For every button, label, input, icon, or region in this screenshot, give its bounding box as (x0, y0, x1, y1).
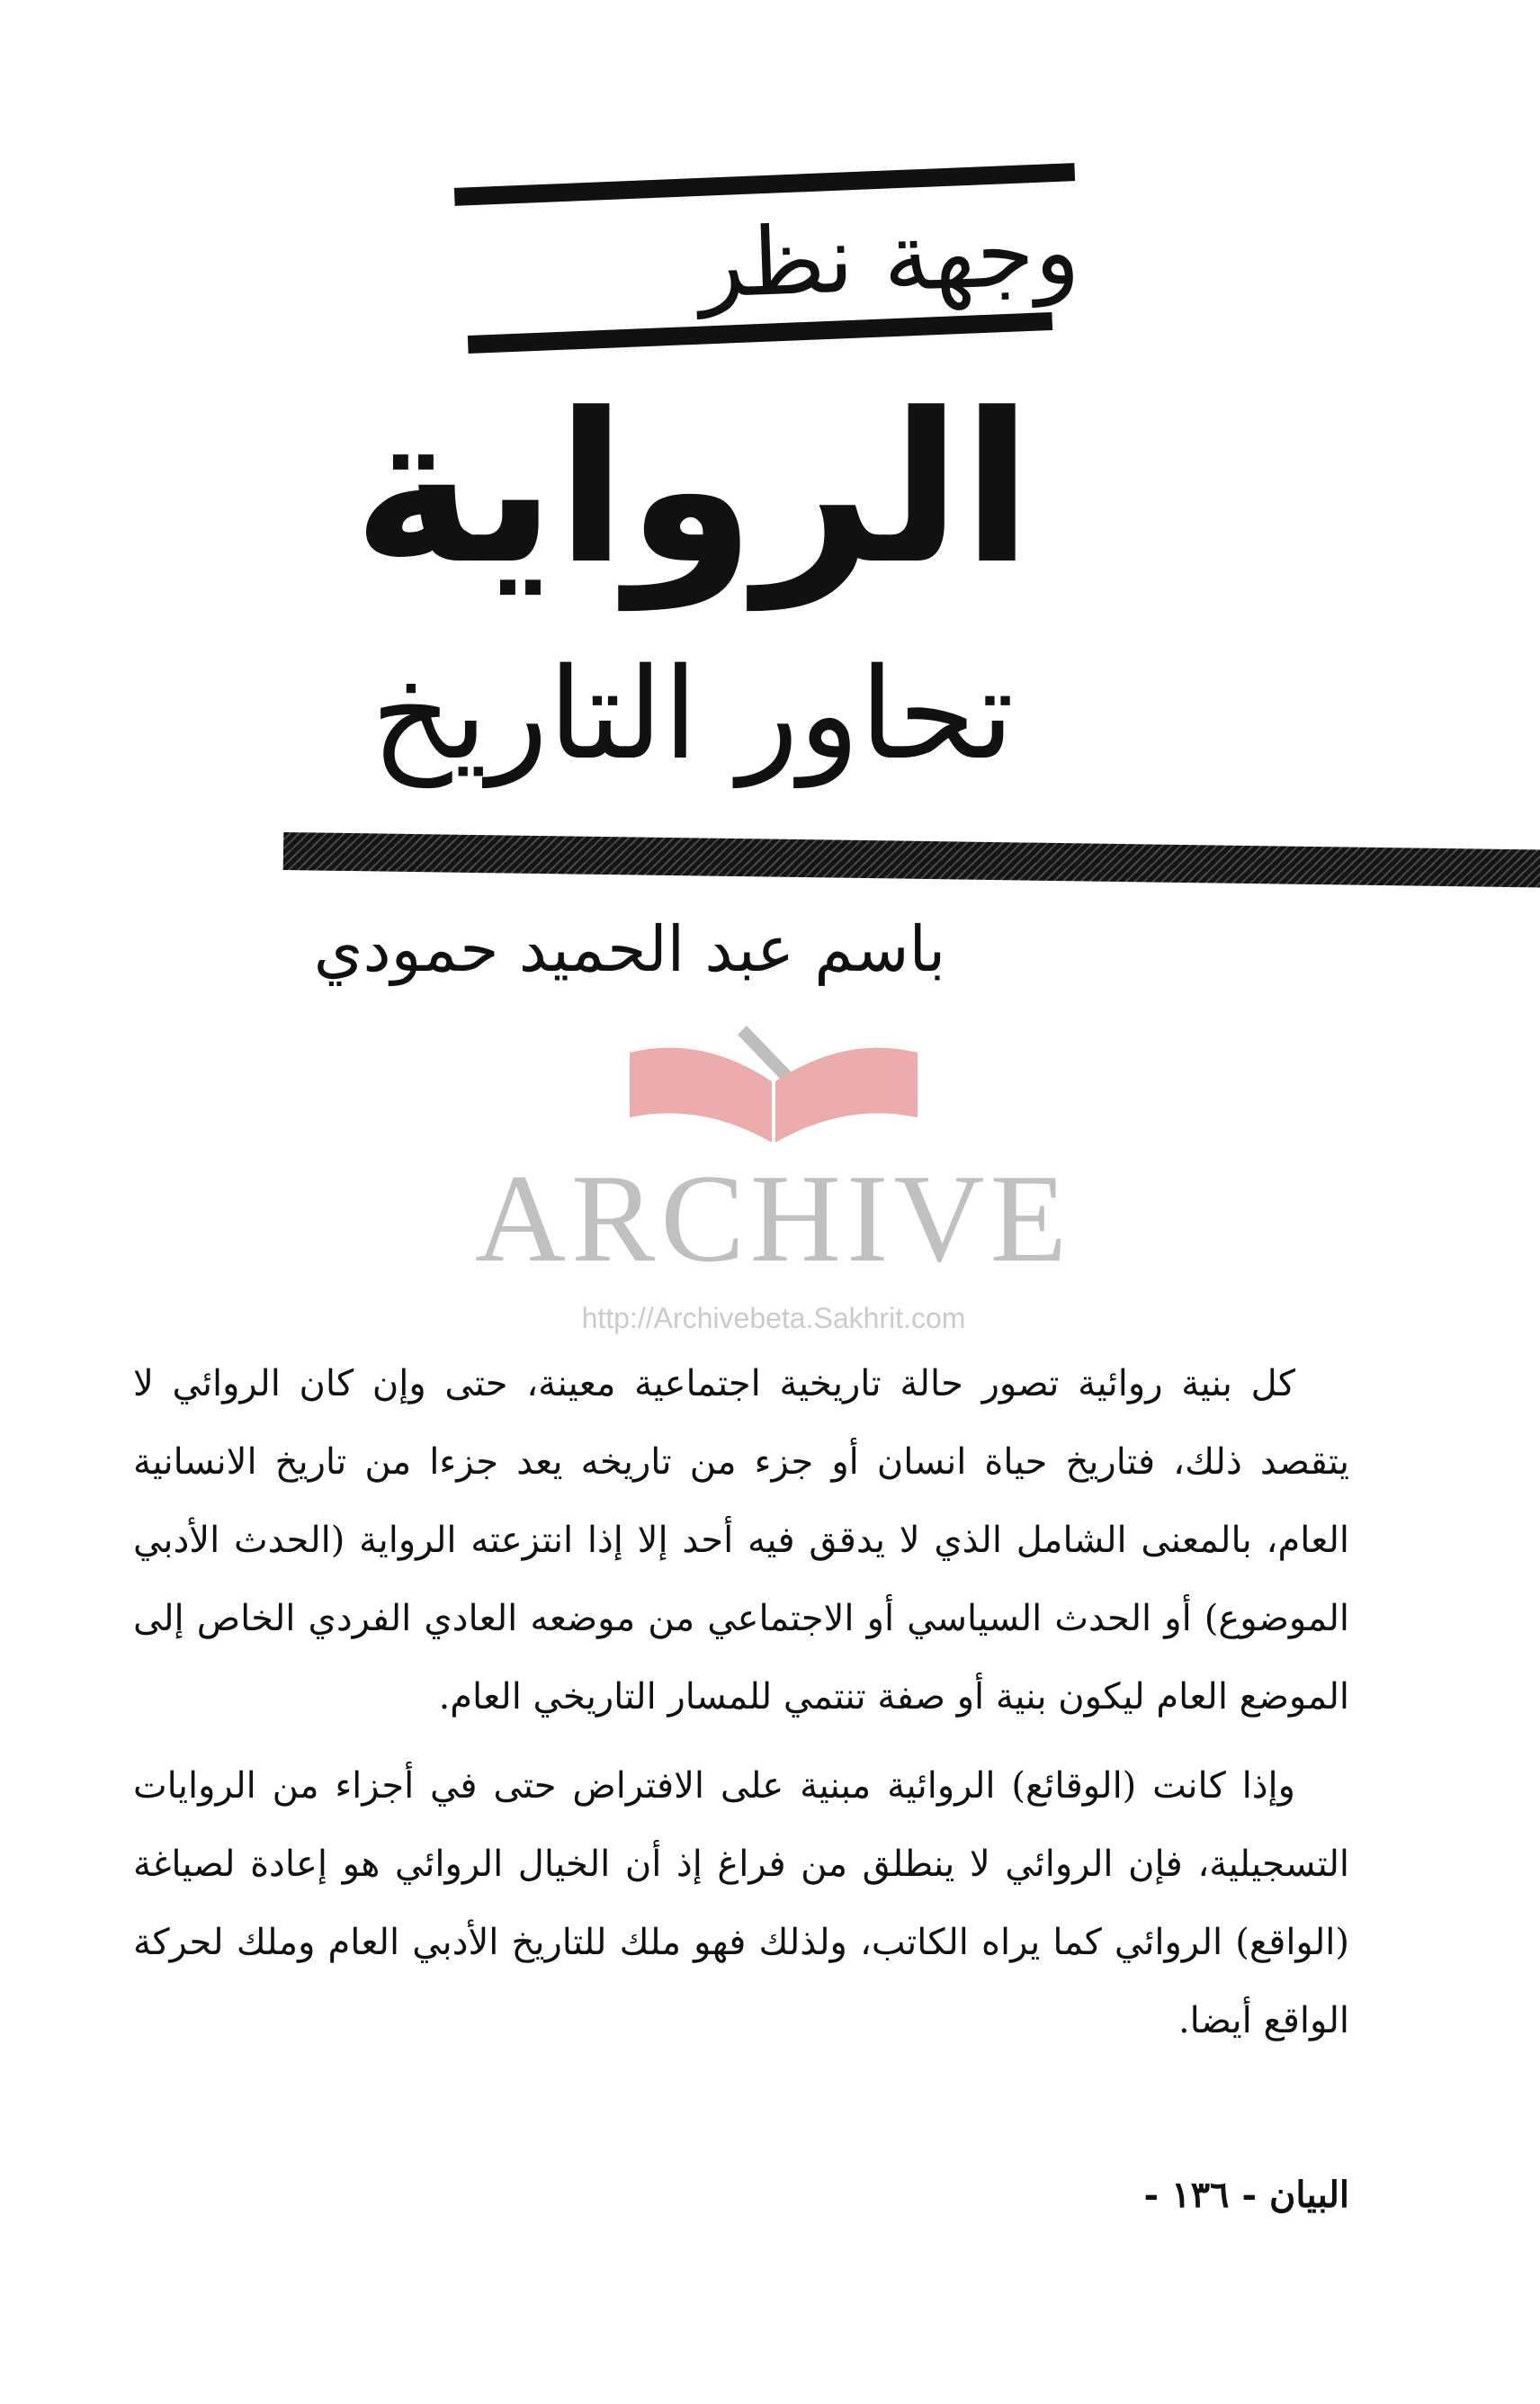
section-label: وجهة نظر (697, 195, 1081, 319)
watermark-url: http://Archivebeta.Sakhrit.com (581, 1302, 966, 1334)
open-book-icon (612, 1017, 936, 1152)
archive-watermark (432, 1017, 1115, 1368)
article-subtitle: تحاور التاريخ (371, 641, 1015, 788)
paragraph-2: وإذا كانت (الوقائع) الروائية مبنية على الافتراض حتى في أجزاء من الروايات التسجيلية، فإن الروائي لا ينطلق من فراغ إذ أن الخيال الروائي هو إعادة لصياغة (الواقع) الروائي كما يراه الكاتب، ولذلك فهو ملك للتاريخ الأدبي العام وملك لحركة الواقع أيضا. (133, 1765, 1349, 2041)
article-body (133, 1345, 1349, 2060)
paragraph-1: كل بنية روائية تصور حالة تاريخية اجتماعية معينة، حتى وإن كان الروائي لا يتقصد ذلك، فتاريخ حياة انسان أو جزء من تاريخه يعد جزءا من تاريخ الانسانية العام، بالمعنى الشامل الذي لا يدقق فيه أحد إلا إذا انتزعته الرواية (الحدث الأدبي الموضوع) أو الحدث السياسي أو الاجتماعي من موضعه العادي الفردي الخاص إلى الموضع العام ليكون بنية أو صفة تنتمي للمسار التاريخي العام. (133, 1363, 1349, 1718)
article-title: الرواية (353, 370, 1033, 610)
page-footer: البيان - ١٣٦ - (1143, 2174, 1349, 2216)
decorative-bar-wide (283, 832, 1540, 888)
article-author: باسم عبد الحميد حمودي (313, 912, 946, 986)
watermark-word: ARCHIVE (474, 1149, 1073, 1288)
